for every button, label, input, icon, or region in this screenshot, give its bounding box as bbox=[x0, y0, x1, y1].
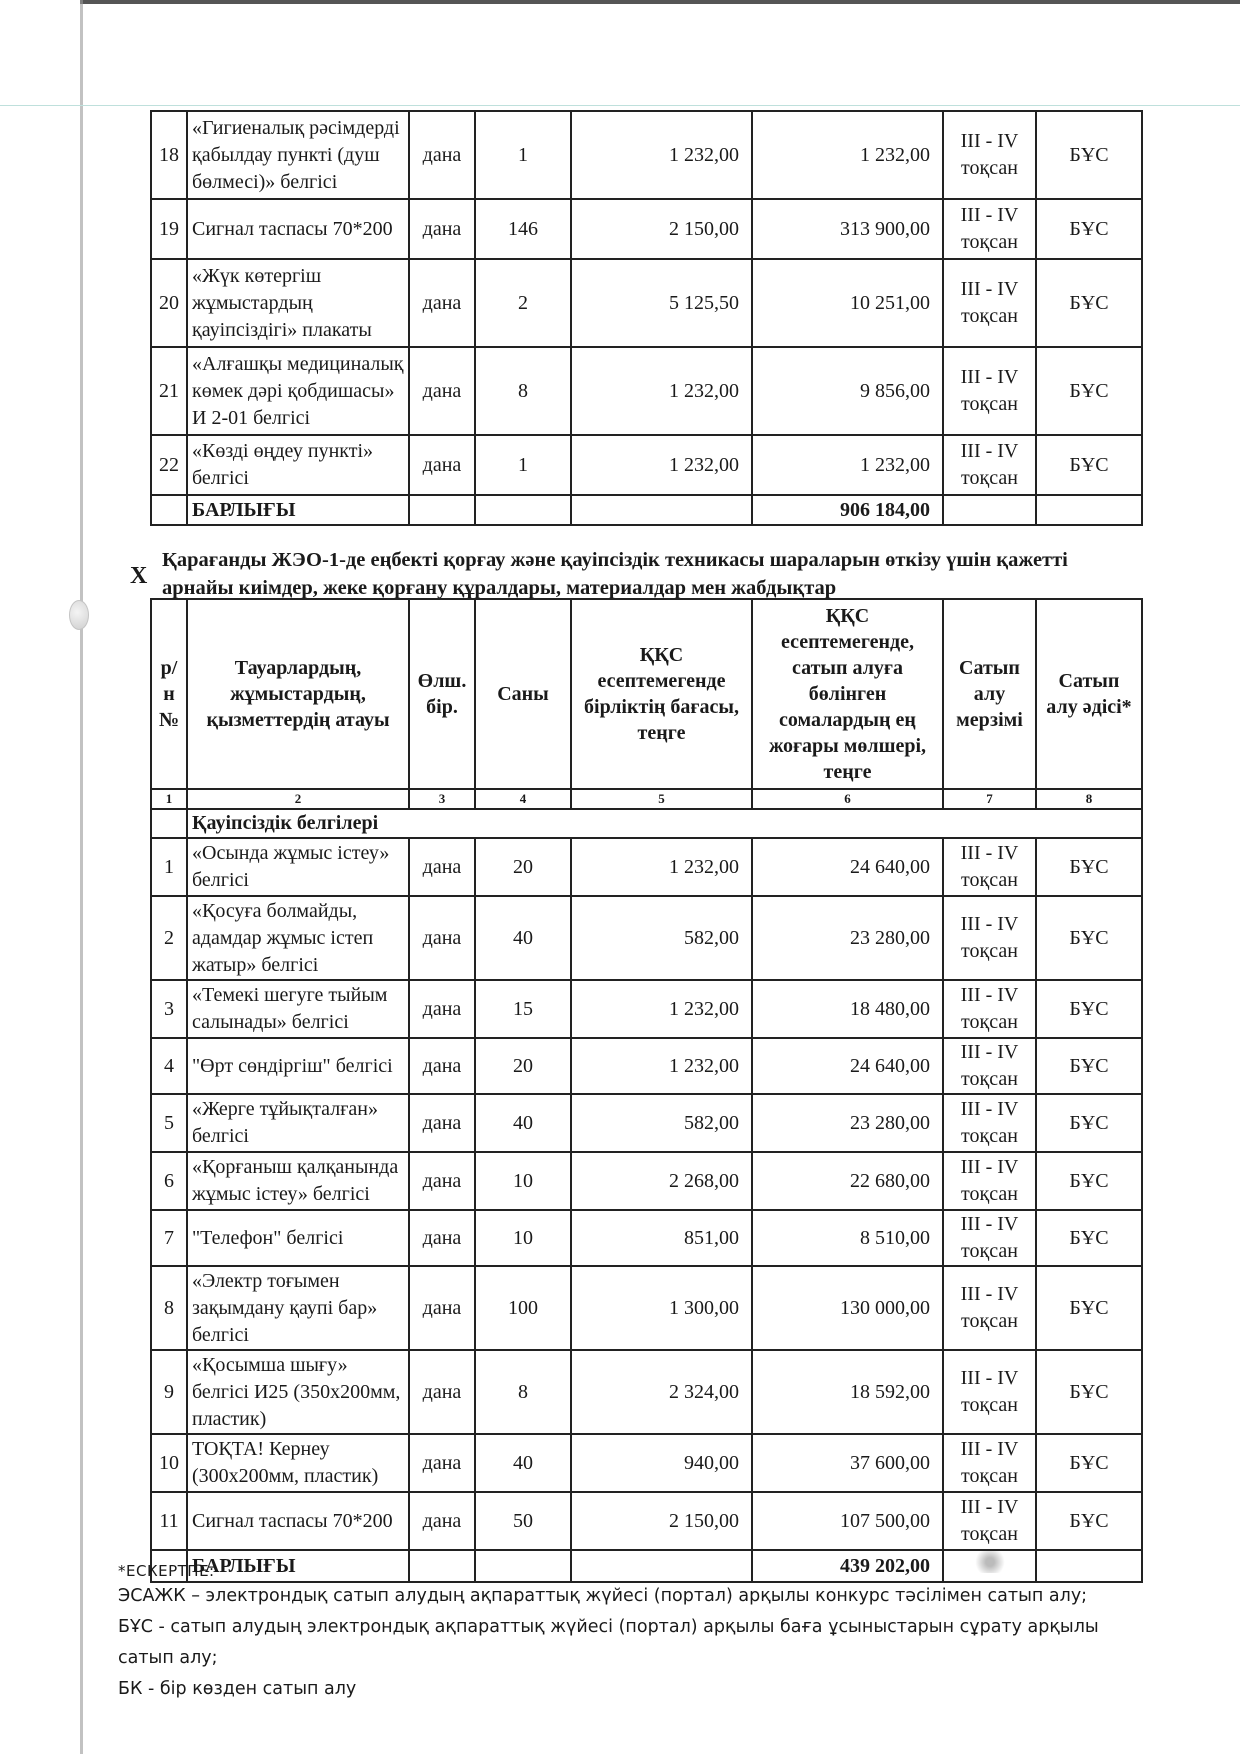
amount: 8 510,00 bbox=[752, 1210, 943, 1266]
period-range: III - IV bbox=[960, 1213, 1019, 1235]
period-range: III - IV bbox=[960, 440, 1019, 462]
column-number: 5 bbox=[571, 789, 752, 809]
purchase-period bbox=[943, 896, 1036, 980]
table-row bbox=[151, 1350, 1142, 1434]
unit: дана bbox=[409, 1350, 475, 1434]
unit: дана bbox=[409, 199, 475, 259]
unit: дана bbox=[409, 1434, 475, 1492]
unit-price: 1 232,00 bbox=[571, 435, 752, 495]
purchase-method: БҰС bbox=[1036, 896, 1142, 980]
amount: 9 856,00 bbox=[752, 347, 943, 435]
group-row bbox=[151, 809, 1142, 838]
unit-price: 582,00 bbox=[571, 896, 752, 980]
purchase-period bbox=[943, 1434, 1036, 1492]
purchase-method: БҰС bbox=[1036, 347, 1142, 435]
item-name: «Қосуға болмайды, адамдар жұмыс істеп жатыр» белгісі bbox=[187, 896, 409, 980]
scan-edge-top bbox=[80, 0, 1240, 4]
row-number: 18 bbox=[151, 111, 187, 199]
quantity: 8 bbox=[475, 1350, 571, 1434]
quantity: 40 bbox=[475, 1434, 571, 1492]
purchase-method: БҰС bbox=[1036, 1434, 1142, 1492]
purchase-period bbox=[943, 1038, 1036, 1094]
purchase-period bbox=[943, 1094, 1036, 1152]
quantity: 20 bbox=[475, 1038, 571, 1094]
unit-price: 2 150,00 bbox=[571, 1492, 752, 1550]
row-number: 11 bbox=[151, 1492, 187, 1550]
table-header-row bbox=[151, 599, 1142, 789]
empty-cell bbox=[409, 495, 475, 525]
row-number: 6 bbox=[151, 1152, 187, 1210]
period-unit: тоқсан bbox=[961, 869, 1018, 891]
period-range: III - IV bbox=[960, 984, 1019, 1006]
total-label: БАРЛЫҒЫ bbox=[187, 495, 409, 525]
purchase-period bbox=[943, 980, 1036, 1038]
empty-cell bbox=[475, 495, 571, 525]
period-range: III - IV bbox=[960, 1283, 1019, 1305]
table-row bbox=[151, 1094, 1142, 1152]
unit-price: 1 232,00 bbox=[571, 347, 752, 435]
unit: дана bbox=[409, 980, 475, 1038]
item-name: ТОҚТА! Кернеу (300х200мм, пластик) bbox=[187, 1434, 409, 1492]
quantity: 10 bbox=[475, 1152, 571, 1210]
period-unit: тоқсан bbox=[961, 1523, 1018, 1545]
purchase-method: БҰС bbox=[1036, 111, 1142, 199]
table-row bbox=[151, 896, 1142, 980]
header-no: р/н № bbox=[151, 599, 187, 789]
total-spacer bbox=[151, 495, 187, 525]
amount: 1 232,00 bbox=[752, 111, 943, 199]
unit-price: 582,00 bbox=[571, 1094, 752, 1152]
period-range: III - IV bbox=[960, 278, 1019, 300]
item-name: «Гигиеналық рәсімдерді қабылдау пункті (душ бөлмесі)» белгісі bbox=[187, 111, 409, 199]
item-name: «Қорғаныш қалқанында жұмыс істеу» белгісі bbox=[187, 1152, 409, 1210]
row-number: 9 bbox=[151, 1350, 187, 1434]
unit: дана bbox=[409, 1152, 475, 1210]
group-spacer bbox=[151, 809, 187, 838]
period-unit: тоқсан bbox=[961, 1310, 1018, 1332]
amount: 37 600,00 bbox=[752, 1434, 943, 1492]
header-period: Сатып алу мерзімі bbox=[943, 599, 1036, 789]
punch-hole bbox=[69, 600, 89, 630]
unit-price: 2 268,00 bbox=[571, 1152, 752, 1210]
column-number: 6 bbox=[752, 789, 943, 809]
row-number: 20 bbox=[151, 259, 187, 347]
period-unit: тоқсан bbox=[961, 1394, 1018, 1416]
purchase-method: БҰС bbox=[1036, 1350, 1142, 1434]
table-row bbox=[151, 347, 1142, 435]
unit-price: 1 232,00 bbox=[571, 111, 752, 199]
unit-price: 2 324,00 bbox=[571, 1350, 752, 1434]
footnote-header: *ЕСКЕРТПЕ: bbox=[118, 1562, 215, 1580]
table-row bbox=[151, 259, 1142, 347]
unit: дана bbox=[409, 1094, 475, 1152]
purchase-method: БҰС bbox=[1036, 1266, 1142, 1350]
unit-price: 1 232,00 bbox=[571, 838, 752, 896]
column-number-row bbox=[151, 789, 1142, 809]
period-unit: тоқсан bbox=[961, 1011, 1018, 1033]
period-unit: тоқсан bbox=[961, 1240, 1018, 1262]
amount: 23 280,00 bbox=[752, 896, 943, 980]
total-label: БАРЛЫҒЫ bbox=[187, 1550, 409, 1582]
header-qty: Саны bbox=[475, 599, 571, 789]
footnote-line: БҰС - сатып алудың электрондық ақпараттық жүйесі (портал) арқылы баға ұсыныстарын сұрату арқылы сатып алу; bbox=[118, 1617, 1099, 1668]
amount: 1 232,00 bbox=[752, 435, 943, 495]
quantity: 15 bbox=[475, 980, 571, 1038]
unit: дана bbox=[409, 896, 475, 980]
column-number: 4 bbox=[475, 789, 571, 809]
period-range: III - IV bbox=[960, 1438, 1019, 1460]
total-amount: 906 184,00 bbox=[752, 495, 943, 525]
section-heading bbox=[130, 546, 1140, 602]
amount: 18 592,00 bbox=[752, 1350, 943, 1434]
table-row bbox=[151, 838, 1142, 896]
purchase-period bbox=[943, 111, 1036, 199]
empty-cell bbox=[571, 495, 752, 525]
table-row bbox=[151, 1434, 1142, 1492]
purchase-period bbox=[943, 1492, 1036, 1550]
quantity: 2 bbox=[475, 259, 571, 347]
period-unit: тоқсан bbox=[961, 1183, 1018, 1205]
footnote-line: БК - бір көзден сатып алу bbox=[118, 1679, 357, 1699]
quantity: 146 bbox=[475, 199, 571, 259]
item-name: «Темекі шегуге тыйым салынады» белгісі bbox=[187, 980, 409, 1038]
empty-cell bbox=[1036, 495, 1142, 525]
quantity: 40 bbox=[475, 1094, 571, 1152]
row-number: 3 bbox=[151, 980, 187, 1038]
period-unit: тоқсан bbox=[961, 157, 1018, 179]
amount: 22 680,00 bbox=[752, 1152, 943, 1210]
amount: 24 640,00 bbox=[752, 1038, 943, 1094]
quantity: 100 bbox=[475, 1266, 571, 1350]
period-unit: тоқсан bbox=[961, 305, 1018, 327]
table-body bbox=[151, 111, 1142, 525]
unit-price: 851,00 bbox=[571, 1210, 752, 1266]
purchase-method: БҰС bbox=[1036, 1492, 1142, 1550]
scan-line bbox=[0, 105, 1240, 106]
unit: дана bbox=[409, 259, 475, 347]
scan-edge-left bbox=[80, 0, 83, 1754]
item-name: «Алғашқы медициналық көмек дәрі қобдишасы» И 2-01 белгісі bbox=[187, 347, 409, 435]
quantity: 8 bbox=[475, 347, 571, 435]
purchase-period bbox=[943, 1210, 1036, 1266]
table-row bbox=[151, 980, 1142, 1038]
purchase-period bbox=[943, 199, 1036, 259]
period-unit: тоқсан bbox=[961, 393, 1018, 415]
unit-price: 1 300,00 bbox=[571, 1266, 752, 1350]
unit: дана bbox=[409, 347, 475, 435]
table-row bbox=[151, 111, 1142, 199]
group-label: Қауіпсіздік белгілері bbox=[187, 809, 1142, 838]
total-row bbox=[151, 495, 1142, 525]
footnotes bbox=[118, 1561, 1118, 1705]
column-number: 8 bbox=[1036, 789, 1142, 809]
amount: 18 480,00 bbox=[752, 980, 943, 1038]
unit: дана bbox=[409, 838, 475, 896]
column-number: 2 bbox=[187, 789, 409, 809]
purchase-method: БҰС bbox=[1036, 1210, 1142, 1266]
row-number: 8 bbox=[151, 1266, 187, 1350]
period-unit: тоқсан bbox=[961, 940, 1018, 962]
period-range: III - IV bbox=[960, 913, 1019, 935]
item-name: "Телефон" белгісі bbox=[187, 1210, 409, 1266]
purchase-method: БҰС bbox=[1036, 435, 1142, 495]
item-name: Сигнал таспасы 70*200 bbox=[187, 1492, 409, 1550]
quantity: 50 bbox=[475, 1492, 571, 1550]
row-number: 22 bbox=[151, 435, 187, 495]
row-number: 7 bbox=[151, 1210, 187, 1266]
amount: 10 251,00 bbox=[752, 259, 943, 347]
table-row bbox=[151, 1492, 1142, 1550]
table-row bbox=[151, 435, 1142, 495]
purchase-method: БҰС bbox=[1036, 1152, 1142, 1210]
period-range: III - IV bbox=[960, 204, 1019, 226]
section-title: Қарағанды ЖЭО-1-де еңбекті қорғау және қауіпсіздік техникасы шараларын өткізу үшін қажетті арнайы киімдер, жеке қорғану құралдары, материалдар мен жабдықтар bbox=[162, 549, 1068, 599]
row-number: 1 bbox=[151, 838, 187, 896]
purchase-method: БҰС bbox=[1036, 980, 1142, 1038]
quantity: 1 bbox=[475, 435, 571, 495]
purchase-period bbox=[943, 259, 1036, 347]
period-range: III - IV bbox=[960, 1098, 1019, 1120]
period-unit: тоқсан bbox=[961, 1125, 1018, 1147]
purchase-method: БҰС bbox=[1036, 838, 1142, 896]
column-number: 3 bbox=[409, 789, 475, 809]
amount: 24 640,00 bbox=[752, 838, 943, 896]
period-unit: тоқсан bbox=[961, 467, 1018, 489]
period-range: III - IV bbox=[960, 1367, 1019, 1389]
unit: дана bbox=[409, 435, 475, 495]
table-row bbox=[151, 1266, 1142, 1350]
section-number: X bbox=[130, 563, 148, 589]
item-name: «Электр тоғымен зақымдану қаупі бар» белгісі bbox=[187, 1266, 409, 1350]
purchase-period bbox=[943, 347, 1036, 435]
period-range: III - IV bbox=[960, 1041, 1019, 1063]
item-name: «Жерге тұйықталған» белгісі bbox=[187, 1094, 409, 1152]
unit-price: 940,00 bbox=[571, 1434, 752, 1492]
period-range: III - IV bbox=[960, 366, 1019, 388]
period-unit: тоқсан bbox=[961, 1465, 1018, 1487]
table-body bbox=[151, 838, 1142, 1582]
item-name: Сигнал таспасы 70*200 bbox=[187, 199, 409, 259]
unit: дана bbox=[409, 1266, 475, 1350]
unit-price: 2 150,00 bbox=[571, 199, 752, 259]
purchase-period bbox=[943, 1152, 1036, 1210]
item-name: «Жүк көтергіш жұмыстардың қауіпсіздігі» плакаты bbox=[187, 259, 409, 347]
table-row bbox=[151, 1038, 1142, 1094]
amount: 130 000,00 bbox=[752, 1266, 943, 1350]
item-name: «Осында жұмыс істеу» белгісі bbox=[187, 838, 409, 896]
unit: дана bbox=[409, 1210, 475, 1266]
purchase-period bbox=[943, 838, 1036, 896]
purchase-method: БҰС bbox=[1036, 1038, 1142, 1094]
row-number: 10 bbox=[151, 1434, 187, 1492]
header-name: Тауарлардың, жұмыстардың, қызметтердің атауы bbox=[187, 599, 409, 789]
header-amount: ҚҚС есептемегенде, сатып алуға бөлінген сомалардың ең жоғары мөлшері, теңге bbox=[752, 599, 943, 789]
unit: дана bbox=[409, 1492, 475, 1550]
row-number: 2 bbox=[151, 896, 187, 980]
header-method: Сатып алу әдісі* bbox=[1036, 599, 1142, 789]
table-row bbox=[151, 1152, 1142, 1210]
purchase-period bbox=[943, 1350, 1036, 1434]
quantity: 20 bbox=[475, 838, 571, 896]
unit: дана bbox=[409, 111, 475, 199]
procurement-table bbox=[150, 598, 1143, 1583]
purchase-method: БҰС bbox=[1036, 199, 1142, 259]
table-row bbox=[151, 199, 1142, 259]
header-unit: Өлш. бір. bbox=[409, 599, 475, 789]
period-unit: тоқсан bbox=[961, 1068, 1018, 1090]
header-unit-price: ҚҚС есептемегенде бірліктің бағасы, теңге bbox=[571, 599, 752, 789]
purchase-method: БҰС bbox=[1036, 259, 1142, 347]
row-number: 4 bbox=[151, 1038, 187, 1094]
row-number: 5 bbox=[151, 1094, 187, 1152]
purchase-period bbox=[943, 1266, 1036, 1350]
period-range: III - IV bbox=[960, 130, 1019, 152]
amount: 107 500,00 bbox=[752, 1492, 943, 1550]
item-name: «Көзді өңдеу пункті» белгісі bbox=[187, 435, 409, 495]
purchase-period bbox=[943, 435, 1036, 495]
total-amount: 439 202,00 bbox=[752, 1550, 943, 1582]
footnote-line: ЭСАЖК – электрондық сатып алудың ақпараттық жүйесі (портал) арқылы конкурс тәсілімен сатып алу; bbox=[118, 1586, 1088, 1606]
unit-price: 1 232,00 bbox=[571, 1038, 752, 1094]
unit-price: 1 232,00 bbox=[571, 980, 752, 1038]
amount: 313 900,00 bbox=[752, 199, 943, 259]
column-number: 1 bbox=[151, 789, 187, 809]
quantity: 40 bbox=[475, 896, 571, 980]
table-row bbox=[151, 1210, 1142, 1266]
column-number: 7 bbox=[943, 789, 1036, 809]
unit: дана bbox=[409, 1038, 475, 1094]
quantity: 10 bbox=[475, 1210, 571, 1266]
row-number: 21 bbox=[151, 347, 187, 435]
period-range: III - IV bbox=[960, 1496, 1019, 1518]
empty-cell bbox=[943, 495, 1036, 525]
item-name: «Қосымша шығу» белгісі И25 (350х200мм, пластик) bbox=[187, 1350, 409, 1434]
procurement-table-continued bbox=[150, 110, 1143, 526]
period-range: III - IV bbox=[960, 842, 1019, 864]
unit-price: 5 125,50 bbox=[571, 259, 752, 347]
purchase-method: БҰС bbox=[1036, 1094, 1142, 1152]
amount: 23 280,00 bbox=[752, 1094, 943, 1152]
quantity: 1 bbox=[475, 111, 571, 199]
period-range: III - IV bbox=[960, 1156, 1019, 1178]
item-name: "Өрт сөндіргіш" белгісі bbox=[187, 1038, 409, 1094]
period-unit: тоқсан bbox=[961, 231, 1018, 253]
row-number: 19 bbox=[151, 199, 187, 259]
